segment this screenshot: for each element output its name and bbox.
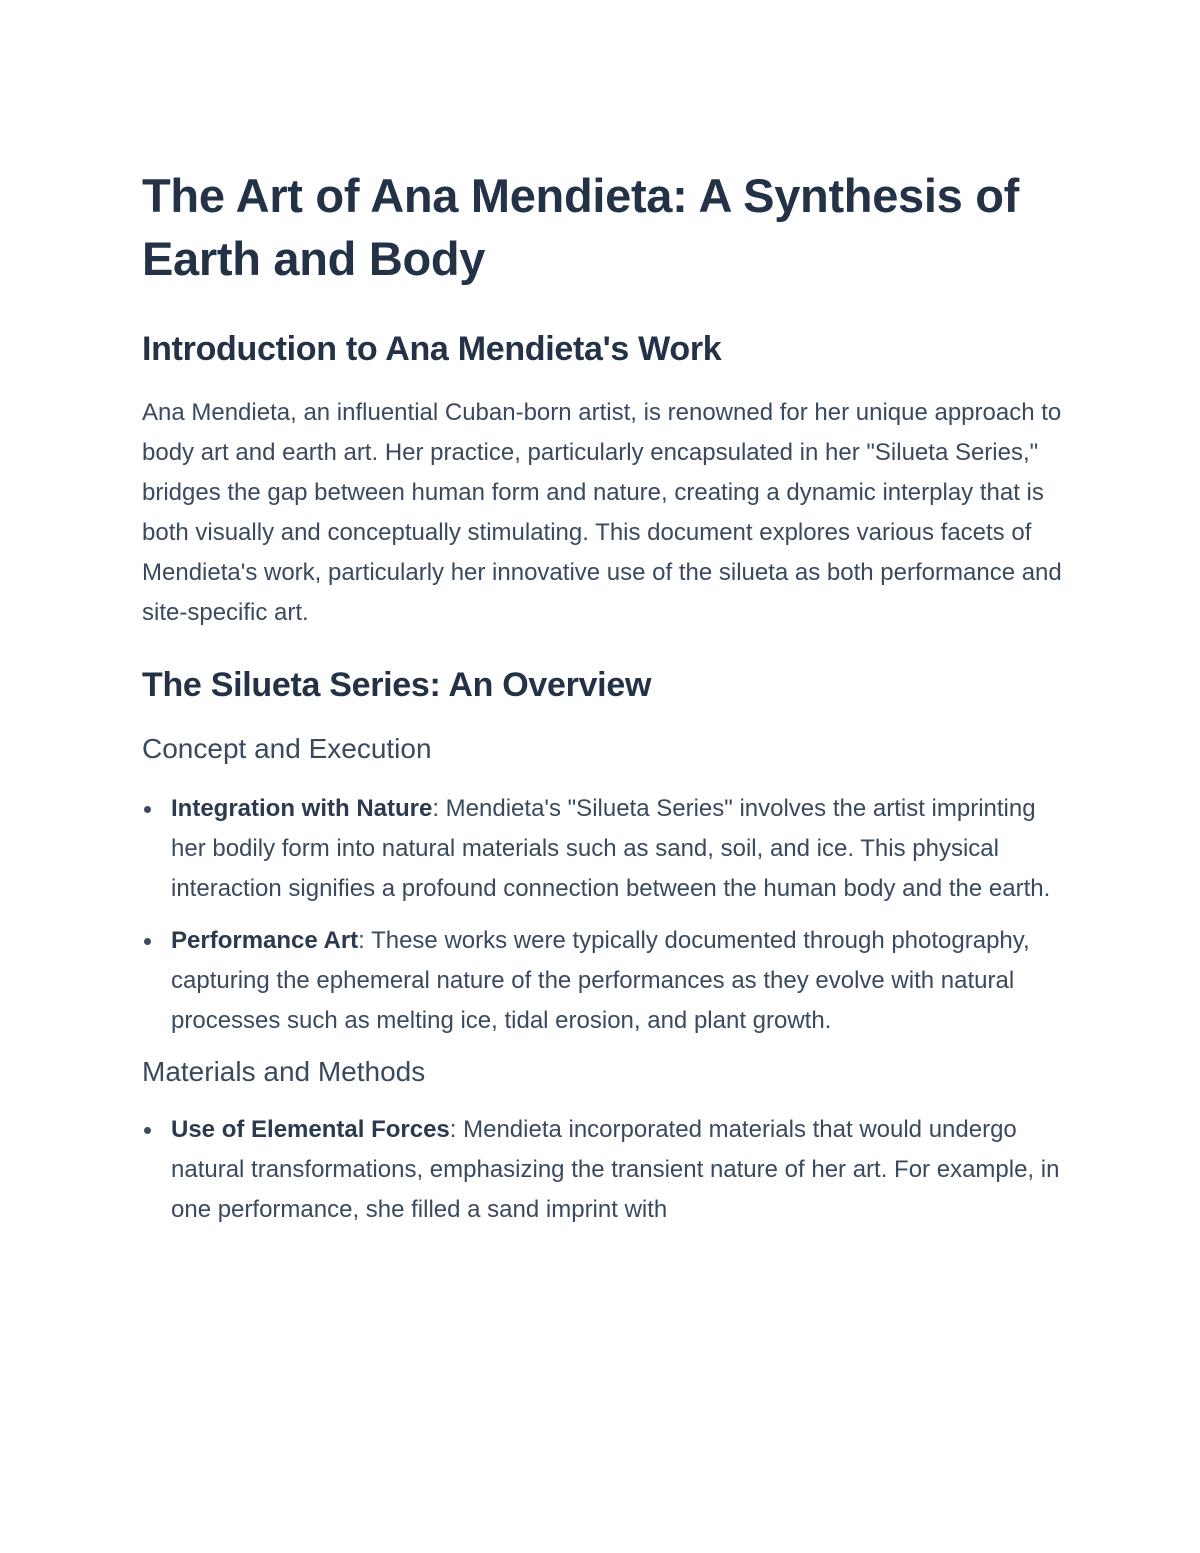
list-item	[142, 789, 1072, 909]
list-item	[142, 921, 1072, 1041]
bullet-text: : Mendieta incorporated materials that would undergo natural transformations, emphasizing the transient nature of her art. For example, in one performance, she filled a sand imprint with	[171, 1116, 1060, 1223]
document-title: The Art of Ana Mendieta: A Synthesis of Earth and Body	[142, 169, 1020, 285]
introduction-paragraph: Ana Mendieta, an influential Cuban-born artist, is renowned for her unique approach to body art and earth art. Her practice, particularly encapsulated in her "Silueta Series," bridges the gap between human form and nature, creating a dynamic interplay that is both visually and conceptually stimulating. This document explores various facets of Mendieta's work, particularly her innovative use of the silueta as both performance and site-specific art.	[142, 399, 1062, 626]
section-heading-silueta-series: The Silueta Series: An Overview	[142, 666, 652, 704]
bullet-term: Use of Elemental Forces	[171, 1116, 450, 1143]
list-item	[142, 1110, 1072, 1230]
subsection-heading-materials: Materials and Methods	[142, 1056, 426, 1087]
section-heading-introduction: Introduction to Ana Mendieta's Work	[142, 330, 722, 368]
concept-bullet-list	[142, 789, 1072, 1041]
bullet-text: : These works were typically documented through photography, capturing the ephemeral nature of the performances as they evolve with natural processes such as melting ice, tidal erosion, and plant growth.	[171, 927, 1030, 1034]
bullet-icon	[144, 806, 151, 813]
document-page	[142, 164, 1072, 1242]
bullet-icon	[144, 1127, 151, 1134]
bullet-icon	[144, 938, 151, 945]
bullet-term: Performance Art	[171, 927, 359, 954]
bullet-text: : Mendieta's "Silueta Series" involves the artist imprinting her bodily form into natural materials such as sand, soil, and ice. This physical interaction signifies a profound connection between the human body and the earth.	[171, 795, 1051, 902]
bullet-term: Integration with Nature	[171, 795, 433, 822]
subsection-heading-concept: Concept and Execution	[142, 733, 432, 764]
materials-bullet-list	[142, 1110, 1072, 1230]
